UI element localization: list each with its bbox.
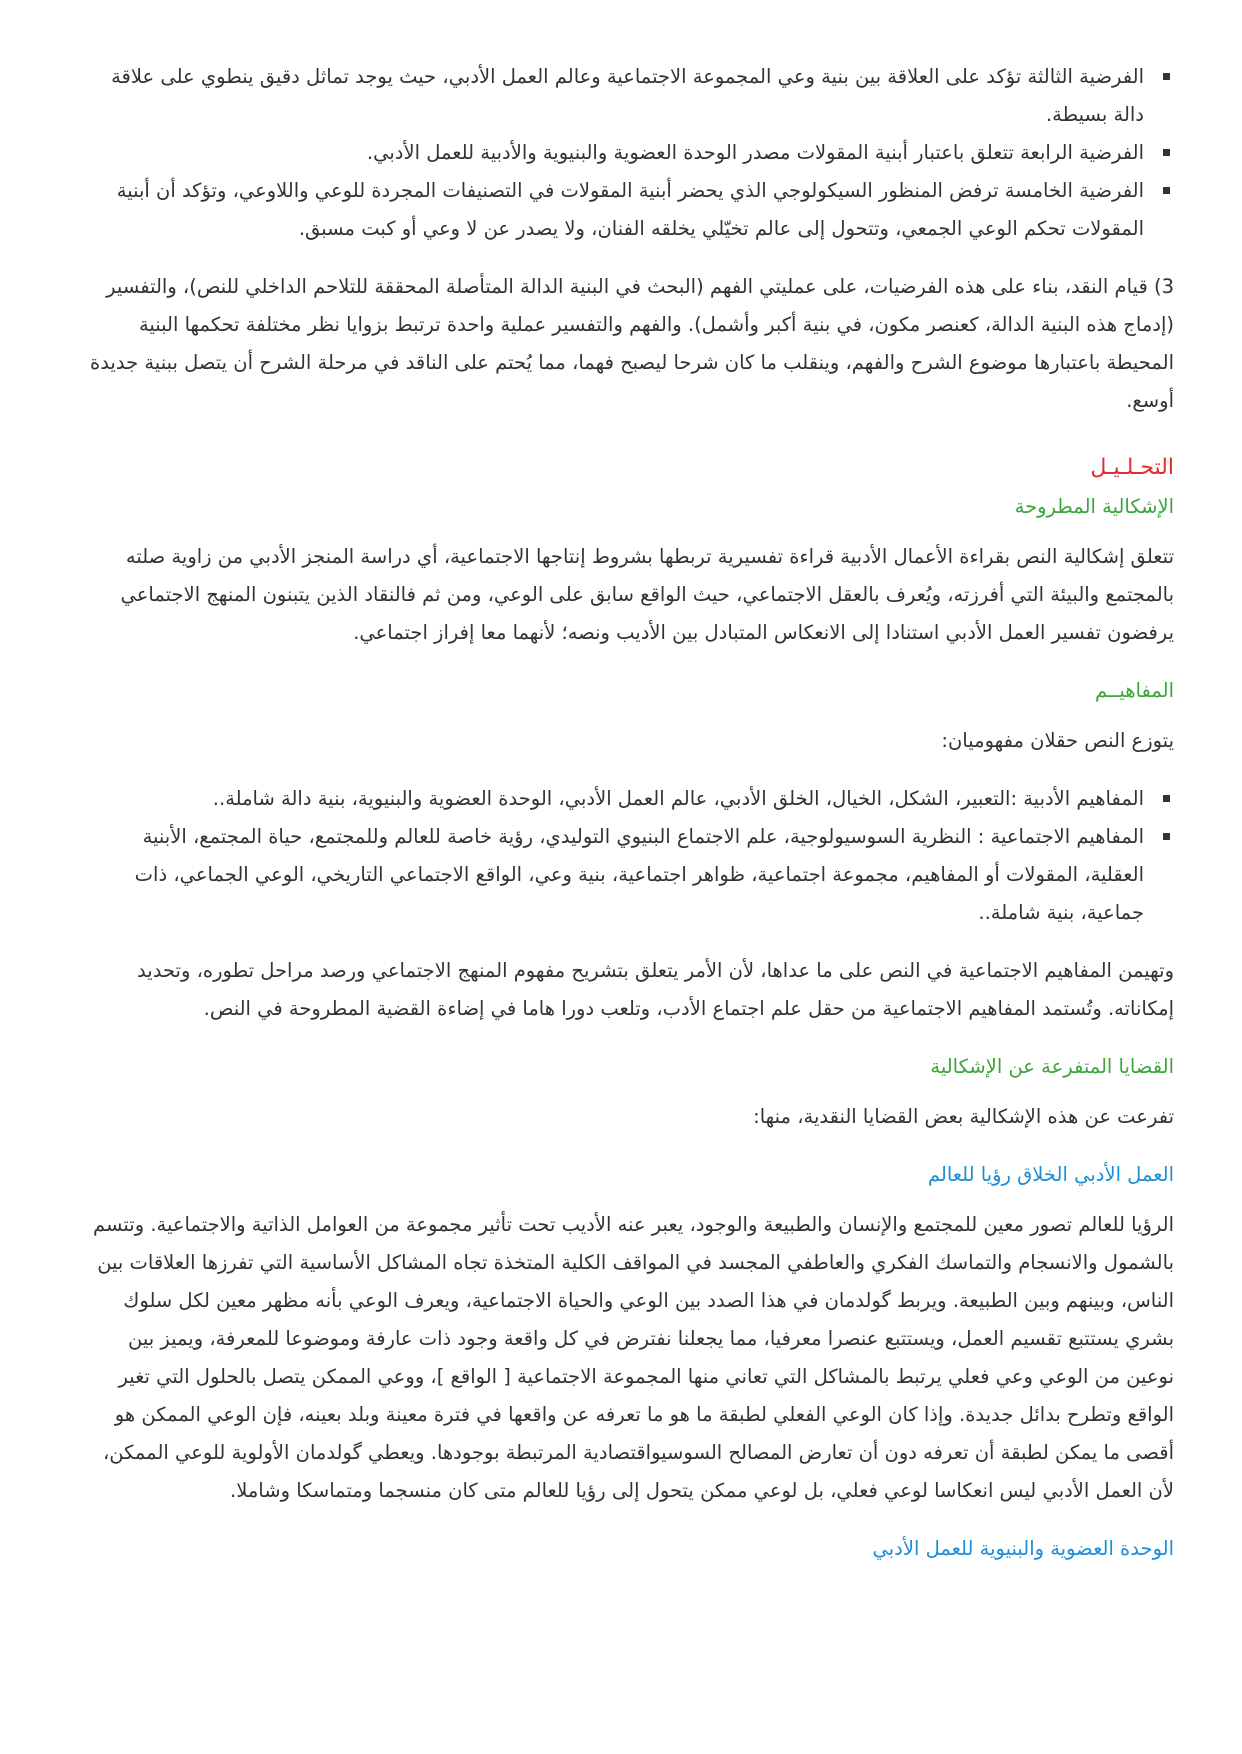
unity-heading: الوحدة العضوية والبنيوية للعمل الأدبي: [872, 1537, 1174, 1560]
list-item: [84, 172, 1144, 248]
vision-heading: العمل الأدبي الخلاق رؤيا للعالم: [927, 1163, 1174, 1186]
hypotheses-list: [84, 58, 1174, 248]
bullet-square-icon: [1163, 833, 1170, 840]
concepts-list: [84, 780, 1174, 932]
problem-heading: الإشكالية المطروحة: [1014, 495, 1174, 518]
concepts-heading: المفاهيــم: [1094, 679, 1174, 702]
issues-heading: القضايا المتفرعة عن الإشكالية: [930, 1055, 1174, 1078]
bullet-square-icon: [1163, 149, 1170, 156]
hypothesis-4-text: الفرضية الرابعة تتعلق باعتبار أبنية المقولات مصدر الوحدة العضوية والبنيوية والأدبية للعمل الأدبي.: [366, 141, 1144, 164]
problem-paragraph: تتعلق إشكالية النص بقراءة الأعمال الأدبية قراءة تفسيرية تربطها بشروط إنتاجها الاجتماعية، أي دراسة المنجز الأدبي من زاوية صلته بالمجتمع والبيئة التي أفرزته، ويُعرف بالعقل الاجتماعي، حيث الواقع سابق على الوعي، ومن ثم فالنقاد الذين يتبنون المنهج الاجتماعي يرفضون تفسير العمل الأدبي استنادا إلى الانعكاس المتبادل بين الأديب ونصه؛ لأنهما معا إفراز اجتماعي.: [120, 545, 1174, 644]
list-item: [84, 780, 1144, 818]
hypothesis-3-text: الفرضية الثالثة تؤكد على العلاقة بين بنية وعي المجموعة الاجتماعية وعالم العمل الأدبي، حيث يوجد تماثل دقيق ينطوي على علاقة دالة بسيطة.: [111, 65, 1144, 126]
article-page: [84, 58, 1174, 1568]
concepts-paragraph: وتهيمن المفاهيم الاجتماعية في النص على ما عداها، لأن الأمر يتعلق بتشريح مفهوم المنهج الاجتماعي ورصد مراحل تطوره، وتحديد إمكاناته. وتُستمد المفاهيم الاجتماعية من حقل علم اجتماع الأدب، وتلعب دورا هاما في إضاءة القضية المطروحة في النص.: [137, 959, 1174, 1020]
point-3-paragraph: 3) قيام النقد، بناء على هذه الفرضيات، على عمليتي الفهم (البحث في البنية الدالة المتأصلة المحققة للتلاحم الداخلي للنص)، والتفسير (إدماج هذه البنية الدالة، كعنصر مكون، في بنية أكبر وأشمل). والفهم والتفسير عملية واحدة ترتبط بزوايا نظر مختلفة تحكمها البنية المحيطة باعتبارها موضوع الشرح والفهم، وينقلب ما كان شرحا ليصبح فهما، مما يُحتم على الناقد في مرحلة الشرح أن يتصل ببنية جديدة أوسع.: [89, 275, 1174, 412]
bullet-square-icon: [1163, 73, 1170, 80]
list-item: [84, 58, 1144, 134]
bullet-square-icon: [1163, 187, 1170, 194]
list-item: [84, 818, 1144, 932]
list-item: [84, 134, 1144, 172]
vision-paragraph: الرؤيا للعالم تصور معين للمجتمع والإنسان والطبيعة والوجود، يعبر عنه الأديب تحت تأثير مجموعة من العوامل الذاتية والاجتماعية. وتتسم بالشمول والانسجام والتماسك الفكري والعاطفي المجسد في المواقف الكلية المتخذة تجاه المشاكل الأساسية التي تفرزها العلاقات بين الناس، وبينهم وبين الطبيعة. ويربط گولدمان في هذا الصدد بين الوعي والحياة الاجتماعية، ويعرف الوعي بأنه مظهر معين لكل سلوك بشري يستتبع تقسيم العمل، ويستتبع عنصرا معرفيا، مما يجعلنا نفترض في كل واقعة وجود ذات عارفة وموضوعا للمعرفة، ويميز بين نوعين من الوعي وعي فعلي يرتبط بالمشاكل التي تعاني منها المجموعة الاجتماعية [ الواقع ]، ووعي الممكن يتصل بالحلول التي تغير الواقع وتطرح بدائل جديدة. وإذا كان الوعي الفعلي لطبقة ما هو ما تعرفه عن واقعها في فترة معينة وبلد بعينه، فإن الوعي الممكن هو أقصى ما يمكن لطبقة أن تعرفه دون أن تعارض المصالح السوسيواقتصادية المرتبطة بوجودها. ويعطي گولدمان الأولوية للوعي الممكن، لأن العمل الأدبي ليس انعكاسا لوعي فعلي، بل لوعي ممكن يتحول إلى رؤيا للعالم متى كان منسجما ومتماسكا وشاملا.: [93, 1213, 1174, 1502]
social-concepts-text: المفاهيم الاجتماعية : النظرية السوسيولوجية، علم الاجتماع البنيوي التوليدي، رؤية خاصة للعالم وللمجتمع، حياة المجتمع، الأبنية العقلية، المقولات أو المفاهيم، مجموعة اجتماعية، ظواهر اجتماعية، بنية وعي، الواقع الاجتماعي التاريخي، الوعي الجماعي، ذات جماعية، بنية شاملة..: [134, 825, 1144, 924]
concepts-intro: يتوزع النص حقلان مفهوميان:: [941, 729, 1174, 752]
hypothesis-5-text: الفرضية الخامسة ترفض المنظور السيكولوجي الذي يحضر أبنية المقولات في التصنيفات المجردة للوعي واللاوعي، وتؤكد أن أبنية المقولات تحكم الوعي الجمعي، وتتحول إلى عالم تخيّلي يخلقه الفنان، ولا يصدر عن لا وعي أو كبت مسبق.: [116, 179, 1144, 240]
literary-concepts-text: المفاهيم الأدبية :التعبير، الشكل، الخيال، الخلق الأدبي، عالم العمل الأدبي، الوحدة العضوية والبنيوية، بنية دالة شاملة..: [212, 787, 1144, 810]
analysis-heading: التحـلـيـل: [1090, 455, 1174, 480]
bullet-square-icon: [1163, 795, 1170, 802]
issues-intro: تفرعت عن هذه الإشكالية بعض القضايا النقدية، منها:: [753, 1105, 1174, 1128]
